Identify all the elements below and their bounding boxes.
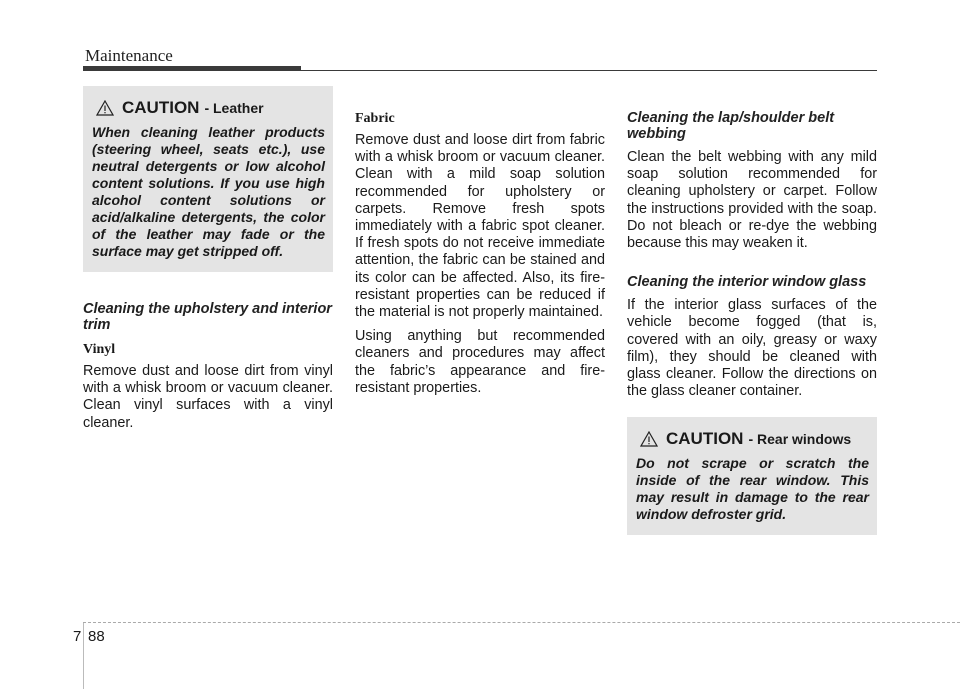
glass-heading: Cleaning the interior window glass [627, 274, 867, 291]
fabric-text-1: Remove dust and loose dirt from fabric with a whisk broom or vacuum cleaner. Clean with a mild soap solution recommended for upholstery or carpets. Remove fresh spots immediately with a fabric spot cleaner. If fresh spots do not receive immediate attention, the fabric can be stained and its color can be affected. Also, its fire-resistant properties can be reduced if the material is not properly maintained. [355, 132, 605, 321]
footer-rule [83, 622, 960, 623]
fabric-heading: Fabric [355, 111, 395, 126]
warning-triangle-icon [96, 100, 114, 116]
page-number: 88 [88, 628, 105, 645]
column-middle [355, 110, 605, 397]
upholstery-heading: Cleaning the upholstery and interior trim [83, 301, 332, 333]
footer-divider [83, 622, 84, 689]
caution-subtitle: - Rear windows [748, 431, 852, 448]
caution-header [640, 429, 869, 449]
column-left [83, 86, 333, 432]
caution-text: When cleaning leather products (steering wheel, seats etc.), use neutral detergents or low alcohol content solutions. If you use high alcohol content solutions or acid/alkaline detergents, the color of the leather may fade or the surface may get stripped off. [92, 124, 325, 259]
section-title: Maintenance [85, 46, 173, 65]
vinyl-text: Remove dust and loose dirt from vinyl with a whisk broom or vacuum cleaner. Clean vinyl surfaces with a vinyl cleaner. [83, 363, 333, 431]
caution-header [96, 98, 325, 118]
belt-text: Clean the belt webbing with any mild soap solution recommended for cleaning upholstery or carpet. Follow the instructions provided with the soap. Do not bleach or re-dye the webbing because this may weaken it. [627, 149, 877, 252]
caution-box-leather [83, 86, 333, 272]
caution-box-rear-windows [627, 417, 877, 535]
warning-triangle-icon [640, 431, 658, 447]
belt-heading: Cleaning the lap/shoulder belt webbing [627, 110, 835, 142]
chapter-number: 7 [73, 628, 82, 645]
header-rule-thin [301, 70, 877, 71]
caution-subtitle: - Leather [204, 100, 264, 116]
glass-text: If the interior glass surfaces of the vehicle become fogged (that is, covered with an oily, greasy or waxy film), they should be cleaned with glass cleaner. Follow the directions on the glass cleaner container. [627, 297, 877, 400]
fabric-text-2: Using anything but recommended cleaners and procedures may affect the fabric’s appearance and fire-resistant properties. [355, 328, 605, 396]
caution-text: Do not scrape or scratch the inside of the rear window. This may result in damage to the rear window defroster grid. [636, 455, 869, 523]
caution-title: CAUTION [666, 429, 744, 449]
column-right [627, 110, 877, 535]
header-rule [83, 66, 301, 71]
caution-title: CAUTION [122, 98, 200, 117]
vinyl-heading: Vinyl [83, 342, 116, 357]
